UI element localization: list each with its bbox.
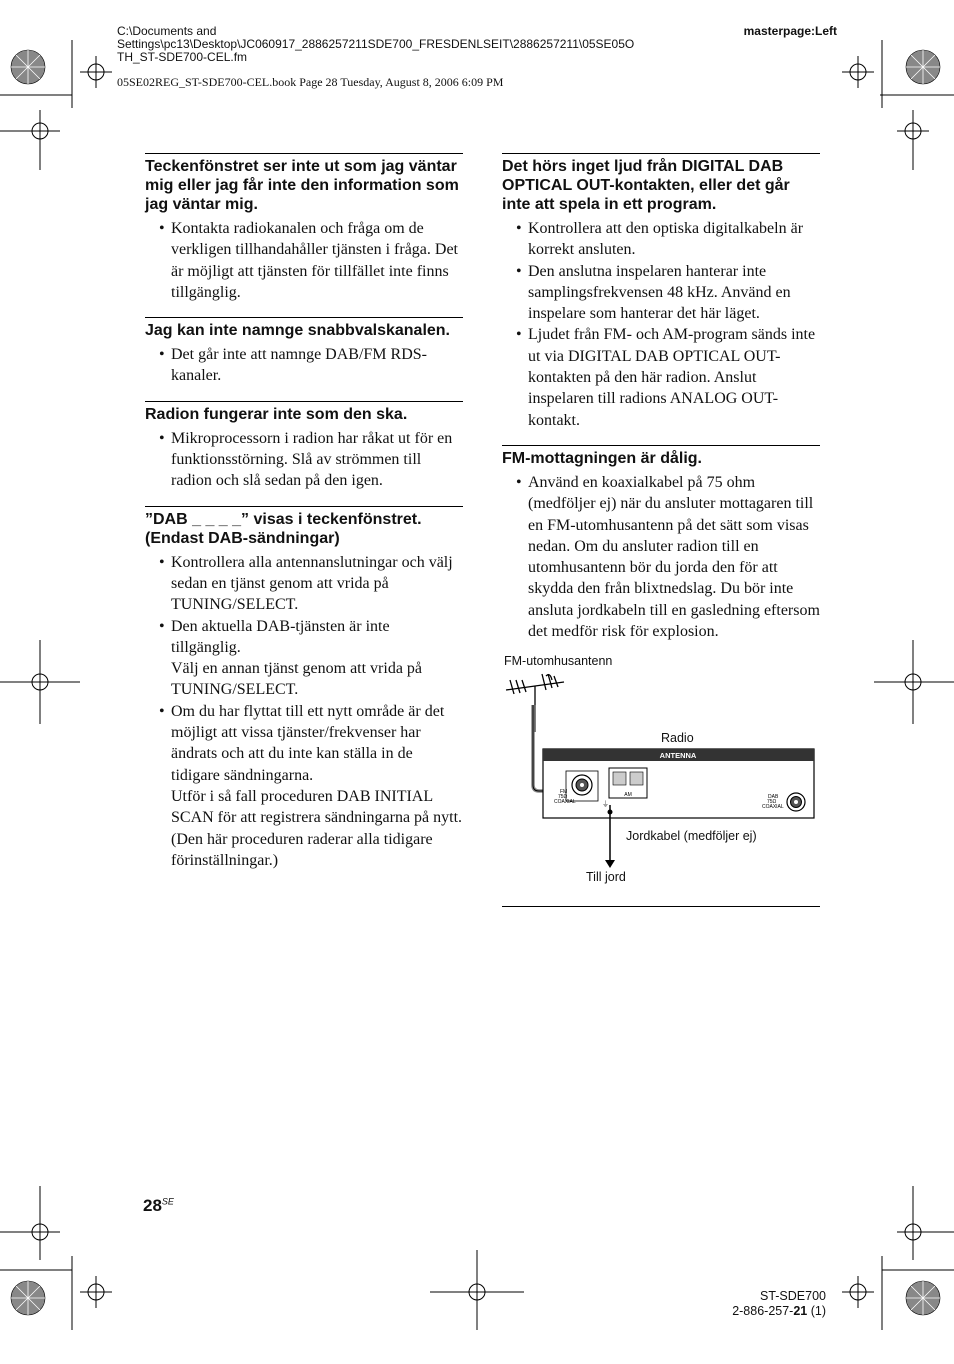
bullet-text: • Kontrollera alla antennanslutningar och välj sedan en tjänst genom att vrida på TUNING/SELECT. [171, 553, 453, 614]
dab-jack-label-line: 75Ω [767, 799, 777, 805]
bullet-item [502, 261, 820, 325]
ground-symbol-icon: ⏚ [602, 801, 609, 808]
fm-jack-label-line: FM [560, 789, 568, 795]
section-heading: Radion fungerar inte som den ska. [145, 405, 408, 423]
arrow-down-icon [605, 860, 615, 868]
bullet-text: • Kontakta radiokanalen och fråga om de verkligen tillhandahåller tjänsten i fråga. Det är möjligt att tjänsten för tillfället inte finns tillgänglig. [171, 220, 458, 301]
section-heading: FM-mottagningen är dålig. [502, 449, 702, 467]
bullet-item [145, 616, 463, 701]
section-heading: Det hörs inget ljud från DIGITAL DAB OPTICAL OUT-kontakten, eller det går inte att spela in ett program. [502, 158, 790, 213]
masterpage-label: masterpage:Left [743, 24, 837, 38]
diagram-drawing [502, 650, 820, 906]
left-column [145, 153, 463, 885]
page-number-value: 28 [143, 1196, 162, 1215]
page-number-suffix: SE [161, 1196, 174, 1207]
bullet-item [502, 324, 820, 430]
part-number-prefix: 2-886-257- [732, 1304, 794, 1318]
section-heading: Jag kan inte namnge snabbvalskanalen. [145, 322, 450, 340]
troubleshoot-section-display [145, 153, 463, 303]
book-info-line: 05SE02REG_ST-SDE700-CEL.book Page 28 Tuesday, August 8, 2006 6:09 PM [117, 75, 504, 89]
panel-label: ANTENNA [659, 751, 697, 760]
model-name: ST-SDE700 [759, 1289, 826, 1303]
antenna-icon [506, 674, 564, 705]
bullet-text: • Ljudet från FM- och AM-program sänds inte ut via DIGITAL DAB OPTICAL OUT-kontakten på den här radion. Anslut inspelaren till radions ANALOG OUT-kontakt. [528, 326, 816, 429]
bullet-text: • Mikroprocessorn i radion har råkat ut för en funktionsstörning. Slå av strömmen till radion och slå sedan på den igen. [171, 429, 453, 490]
bullet-item [145, 218, 463, 303]
ground-cable-label: Jordkabel (medföljer ej) [626, 829, 757, 843]
bullet-text: • Använd en koaxialkabel på 75 ohm (medföljer ej) när du ansluter mottagaren till en FM-utomhusantenn på det sätt som visas nedan. Om du ansluter radion till en utomhusantenn bör du jorda den för att skydda den från blixtnedslag. Du bör inte ansluta jordkabeln till en gasledning eftersom det medför risk för explosion. [528, 473, 820, 641]
radio-label: Radio [661, 731, 694, 745]
file-path-line: TH_ST-SDE700-CEL.fm [117, 50, 248, 64]
antenna-connection-diagram [502, 650, 820, 907]
part-number [732, 1304, 826, 1319]
section-heading: ”DAB _ _ _ _” visas i teckenfönstret. (Endast DAB-sändningar) [145, 510, 422, 547]
antenna-label: FM-utomhusantenn [504, 654, 613, 668]
troubleshoot-section-optical [502, 153, 820, 431]
model-info [732, 1289, 826, 1319]
right-column [502, 153, 820, 656]
to-ground-label: Till jord [586, 870, 626, 884]
troubleshoot-section-dab [145, 506, 463, 871]
dab-jack-label-line: DAB [768, 794, 779, 800]
bullet-item [145, 428, 463, 492]
troubleshoot-section-preset-name [145, 317, 463, 387]
dab-jack-label-line: COAXIAL [762, 804, 784, 810]
bullet-text: • Den anslutna inspelaren hanterar inte samplingsfrekvensen 48 kHz. Använd en inspelare som hanterar det här läget. [528, 262, 791, 323]
bullet-item [145, 701, 463, 871]
fm-jack-label-line: COAXIAL [554, 799, 576, 805]
bullet-text: Utför i så fall proceduren DAB INITIAL SCAN för att registrera sändningarna på nytt. (Den här proceduren raderar alla tidigare förinställningar.) [171, 787, 463, 869]
fm-jack-label-line: 75Ω [558, 794, 568, 800]
bullet-item [502, 472, 820, 642]
am-label: AM [624, 792, 632, 798]
bullet-text: • Det går inte att namnge DAB/FM RDS-kanaler. [171, 346, 427, 385]
part-number-suffix: (1) [807, 1304, 826, 1318]
troubleshoot-section-fm [502, 445, 820, 642]
page-number [143, 1196, 174, 1216]
file-path-line: Settings\pc13\Desktop\JC060917_2886257211SDE700_FRESDENLSEIT\2886257211\05SE05O [117, 37, 635, 51]
file-path-line: C:\Documents and [117, 24, 217, 38]
troubleshoot-section-malfunction [145, 401, 463, 492]
bullet-text: • Den aktuella DAB-tjänsten är inte tillgänglig. [171, 617, 390, 656]
bullet-item [145, 344, 463, 387]
part-number-bold: 21 [793, 1304, 808, 1318]
bullet-text: • Om du har flyttat till ett nytt område är det möjligt att vissa tjänster/frekvenser har ändrats och att du inte kan ställa in de tidigare sändningarna. [171, 702, 445, 784]
bullet-item [145, 552, 463, 616]
section-heading: Teckenfönstret ser inte ut som jag väntar mig eller jag får inte den information som jag väntar mig. [145, 158, 459, 213]
bullet-item [502, 218, 820, 261]
bullet-text: • Kontrollera att den optiska digitalkabeln är korrekt ansluten. [528, 220, 804, 259]
bullet-text: Välj en annan tjänst genom att vrida på TUNING/SELECT. [171, 660, 423, 699]
